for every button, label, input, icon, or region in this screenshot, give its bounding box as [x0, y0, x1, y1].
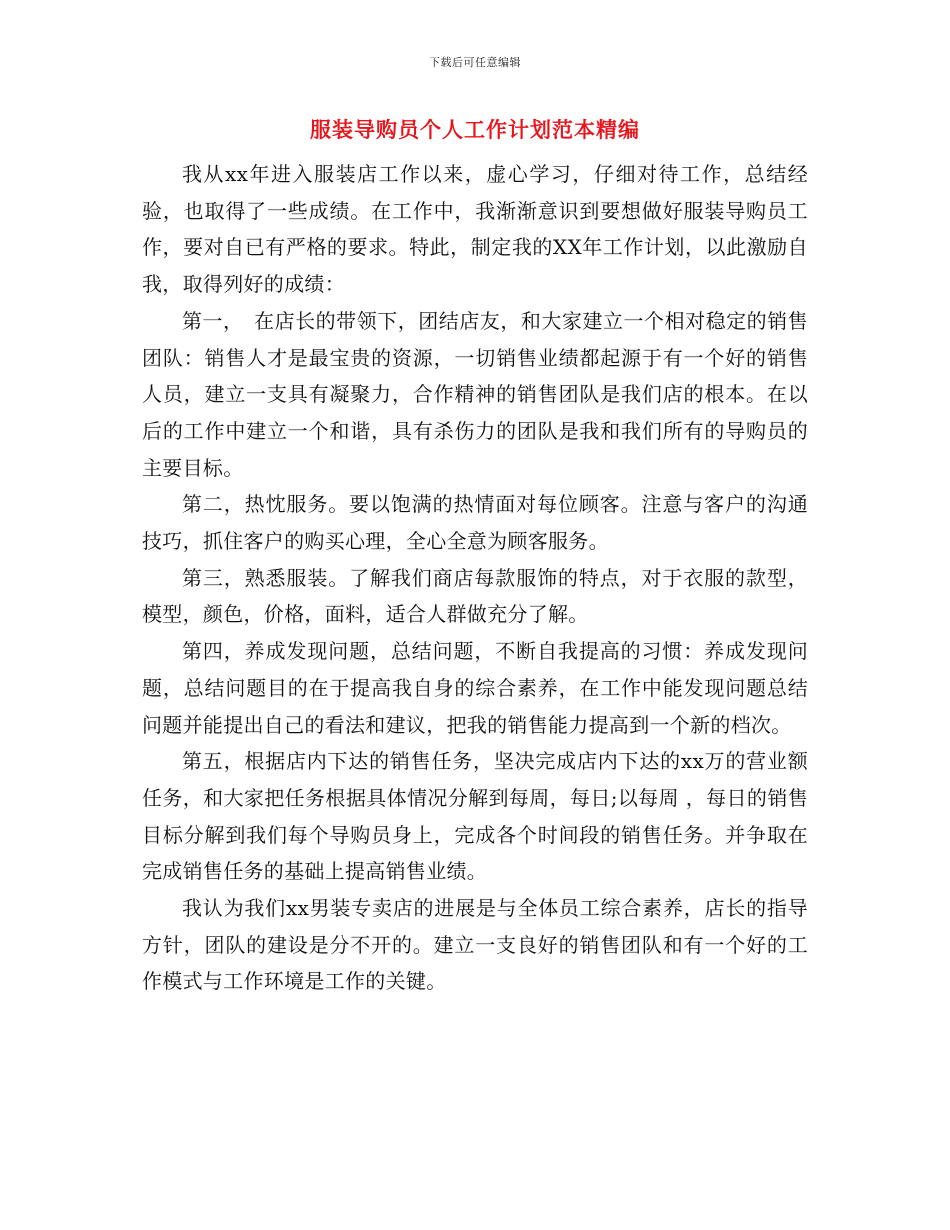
- paragraph: 第四，养成发现问题，总结问题，不断自我提高的习惯：养成发现问题，总结问题目的在于提高我自身的综合素养，在工作中能发现问题总结问题并能提出自己的看法和建议，把我的销售能力提高到一个新的档次。: [142, 639, 808, 737]
- document-body: [142, 156, 808, 1000]
- document-title: 服装导购员个人工作计划范本精编: [310, 117, 640, 142]
- header-note: 下载后可任意编辑: [429, 56, 521, 69]
- paragraph: 我认为我们xx男装专卖店的进展是与全体员工综合素养，店长的指导方针，团队的建设是分不开的。建立一支良好的销售团队和有一个好的工作模式与工作环境是工作的关键。: [142, 896, 808, 994]
- paragraph: 第一， 在店长的带领下，团结店友，和大家建立一个相对稳定的销售团队：销售人才是最宝贵的资源，一切销售业绩都起源于有一个好的销售人员，建立一支具有凝聚力，合作精神的销售团队是我们店的根本。在以后的工作中建立一个和谐，具有杀伤力的团队是我和我们所有的导购员的主要目标。: [142, 308, 808, 480]
- paragraph: 第五，根据店内下达的销售任务，坚决完成店内下达的xx万的营业额任务，和大家把任务根据具体情况分解到每周，每日;以每周 ，每日的销售目标分解到我们每个导购员身上，完成各个时间段的销售任务。并争取在完成销售任务的基础上提高销售业绩。: [142, 749, 808, 884]
- paragraph: 第三，熟悉服装。了解我们商店每款服饰的特点，对于衣服的款型，模型，颜色，价格，面料，适合人群做充分了解。: [142, 565, 808, 627]
- paragraph: 我从xx年进入服装店工作以来，虚心学习，仔细对待工作，总结经验，也取得了一些成绩。在工作中，我渐渐意识到要想做好服装导购员工作，要对自已有严格的要求。特此，制定我的XX年工作计划，以此激励自我，取得列好的成绩：: [142, 162, 808, 297]
- paragraph: 第二，热忱服务。要以饱满的热情面对每位顾客。注意与客户的沟通技巧，抓住客户的购买心理，全心全意为顾客服务。: [142, 492, 808, 554]
